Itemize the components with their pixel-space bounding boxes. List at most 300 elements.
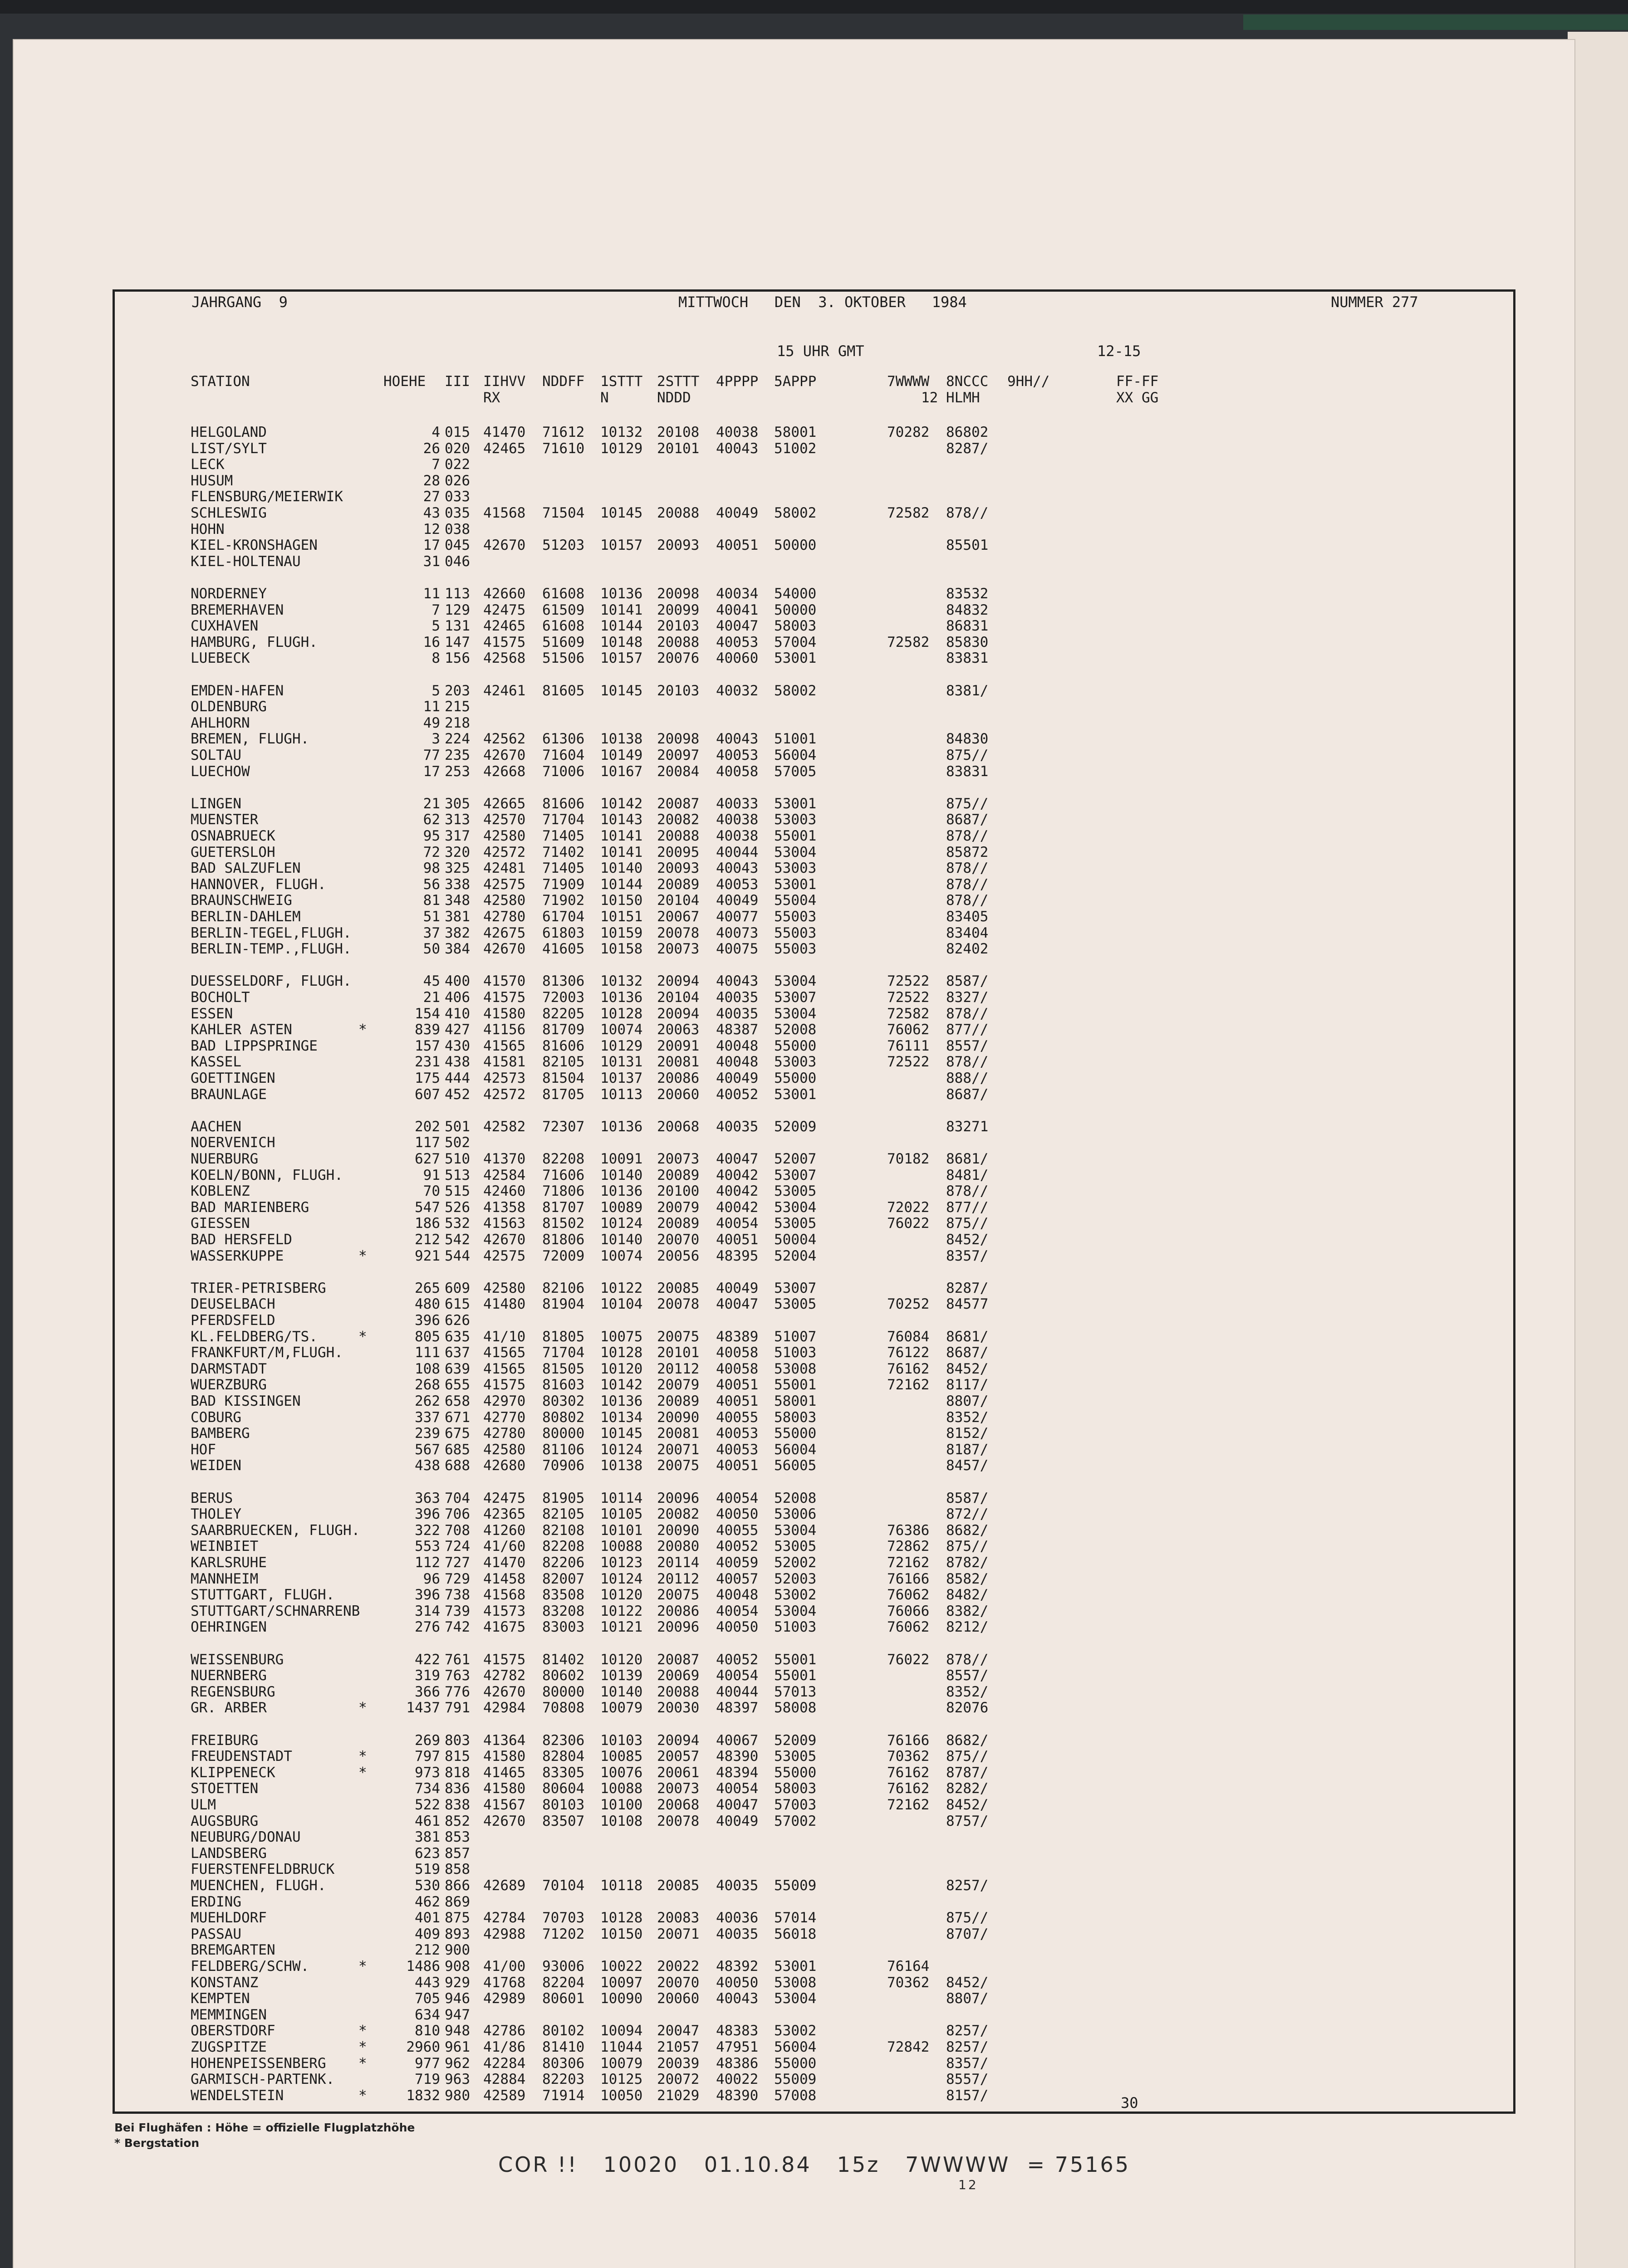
- station-name: DUESSELDORF, FLUGH.: [191, 973, 352, 990]
- nddff: 81106: [542, 1441, 585, 1458]
- 1sttt: 10145: [600, 682, 643, 699]
- station-id: 791: [445, 1700, 470, 1716]
- 7wwww: 76062: [887, 1587, 930, 1603]
- station-name: KASSEL: [191, 1054, 241, 1070]
- elevation: 21: [423, 989, 440, 1006]
- elevation: 175: [415, 1070, 440, 1086]
- iihvv: 42675: [483, 924, 526, 941]
- iihvv: 41568: [483, 505, 526, 521]
- 2sttt: 20071: [657, 1926, 700, 1942]
- 1sttt: 10121: [600, 1619, 643, 1636]
- elevation: 396: [415, 1587, 440, 1603]
- nddff: 80802: [542, 1409, 585, 1426]
- station-name: TRIER-PETRISBERG: [191, 1280, 326, 1296]
- elevation: 157: [415, 1037, 440, 1054]
- nddff: 71914: [542, 2087, 585, 2104]
- station-name: THOLEY: [191, 1506, 241, 1523]
- 1sttt: 10138: [600, 731, 643, 748]
- station-name: OEHRINGEN: [191, 1619, 267, 1636]
- elevation: 381: [415, 1829, 440, 1846]
- 5appp: 51002: [774, 440, 817, 457]
- 2sttt: 20078: [657, 1296, 700, 1313]
- 5appp: 52009: [774, 1732, 817, 1749]
- 2sttt: 20061: [657, 1764, 700, 1781]
- 2sttt: 20082: [657, 811, 700, 828]
- nddff: 70808: [542, 1700, 585, 1716]
- 8nccc: 8807/: [946, 1393, 989, 1409]
- 4pppp: 40049: [716, 892, 759, 909]
- station-name: ERDING: [191, 1893, 241, 1910]
- station-id: 635: [445, 1328, 470, 1345]
- station-id: 317: [445, 828, 470, 844]
- 4pppp: 40055: [716, 1409, 759, 1426]
- 8nccc: 878//: [946, 1651, 989, 1668]
- 1sttt: 10132: [600, 973, 643, 990]
- 5appp: 58003: [774, 618, 817, 635]
- 2sttt: 20022: [657, 1958, 700, 1975]
- 1sttt: 10120: [600, 1587, 643, 1603]
- 2sttt: 20108: [657, 424, 700, 440]
- station-name: GUETERSLOH: [191, 844, 275, 860]
- 4pppp: 40038: [716, 828, 759, 844]
- 5appp: 55001: [774, 1651, 817, 1668]
- nddff: 71704: [542, 811, 585, 828]
- elevation: 705: [415, 1990, 440, 2007]
- 4pppp: 40058: [716, 1360, 759, 1377]
- 4pppp: 40022: [716, 2071, 759, 2088]
- elevation: 28: [423, 472, 440, 489]
- 2sttt: 20096: [657, 1619, 700, 1636]
- elevation: 314: [415, 1603, 440, 1619]
- 2sttt: 20087: [657, 795, 700, 812]
- station-name: FUERSTENFELDBRUCK: [191, 1861, 335, 1878]
- 7wwww: 70182: [887, 1151, 930, 1167]
- iihvv: 42461: [483, 682, 526, 699]
- nddff: 82203: [542, 2071, 585, 2088]
- 5appp: 57005: [774, 763, 817, 780]
- 2sttt: 20088: [657, 505, 700, 521]
- nddff: 80102: [542, 2023, 585, 2039]
- nddff: 83208: [542, 1603, 585, 1619]
- 4pppp: 40051: [716, 537, 759, 554]
- 4pppp: 48397: [716, 1700, 759, 1716]
- 8nccc: 878//: [946, 892, 989, 909]
- 7wwww: 72162: [887, 1377, 930, 1393]
- elevation: 45: [423, 973, 440, 990]
- station-name: WENDELSTEIN: [191, 2087, 284, 2104]
- 5appp: 53004: [774, 844, 817, 860]
- col-9hh: 9HH//: [1007, 373, 1050, 390]
- 8nccc: 8681/: [946, 1151, 989, 1167]
- 5appp: 53005: [774, 1183, 817, 1200]
- station-id: 727: [445, 1554, 470, 1571]
- 5appp: 53005: [774, 1538, 817, 1555]
- 1sttt: 10103: [600, 1732, 643, 1749]
- 4pppp: 40053: [716, 634, 759, 650]
- 1sttt: 10022: [600, 1958, 643, 1975]
- 4pppp: 40067: [716, 1732, 759, 1749]
- 4pppp: 40042: [716, 1183, 759, 1200]
- 2sttt: 20073: [657, 941, 700, 958]
- 4pppp: 40052: [716, 1538, 759, 1555]
- 8nccc: 8707/: [946, 1926, 989, 1942]
- iihvv: 42988: [483, 1926, 526, 1942]
- 5appp: 52008: [774, 1022, 817, 1038]
- 2sttt: 20094: [657, 1005, 700, 1022]
- station-name: SOLTAU: [191, 747, 241, 763]
- station-id: 688: [445, 1457, 470, 1474]
- nddff: 81606: [542, 795, 585, 812]
- 1sttt: 10167: [600, 763, 643, 780]
- station-id: 542: [445, 1232, 470, 1248]
- 4pppp: 40042: [716, 1167, 759, 1183]
- 8nccc: 8807/: [946, 1990, 989, 2007]
- elevation: 186: [415, 1215, 440, 1232]
- iihvv: 41575: [483, 989, 526, 1006]
- 4pppp: 48386: [716, 2055, 759, 2072]
- station-name: LANDSBERG: [191, 1845, 267, 1862]
- 4pppp: 40044: [716, 1683, 759, 1700]
- 5appp: 51007: [774, 1328, 817, 1345]
- 1sttt: 10142: [600, 1377, 643, 1393]
- 1sttt: 10137: [600, 1070, 643, 1086]
- 1sttt: 10150: [600, 892, 643, 909]
- elevation: 212: [415, 1942, 440, 1959]
- 4pppp: 40043: [716, 440, 759, 457]
- 8nccc: 83831: [946, 650, 989, 667]
- iihvv: 41565: [483, 1344, 526, 1361]
- station-name: WEINBIET: [191, 1538, 259, 1555]
- col-ff: FF-FF: [1116, 373, 1159, 390]
- 4pppp: 48390: [716, 2087, 759, 2104]
- 1sttt: 10132: [600, 424, 643, 440]
- nddff: 61704: [542, 909, 585, 925]
- 8nccc: 877//: [946, 1199, 989, 1216]
- nddff: 81402: [542, 1651, 585, 1668]
- 8nccc: 878//: [946, 1054, 989, 1070]
- station-id: 866: [445, 1877, 470, 1894]
- station-id: 305: [445, 795, 470, 812]
- 8nccc: 8282/: [946, 1780, 989, 1797]
- 4pppp: 40035: [716, 1005, 759, 1022]
- elevation: 1832: [406, 2087, 440, 2104]
- 1sttt: 10140: [600, 1167, 643, 1183]
- 2sttt: 20093: [657, 860, 700, 877]
- 2sttt: 20098: [657, 586, 700, 602]
- 4pppp: 40033: [716, 795, 759, 812]
- iihvv: 41675: [483, 1619, 526, 1636]
- 5appp: 50000: [774, 601, 817, 618]
- 5appp: 53005: [774, 1748, 817, 1765]
- station-id: 427: [445, 1022, 470, 1038]
- nddff: 71909: [542, 876, 585, 893]
- 8nccc: 8557/: [946, 1037, 989, 1054]
- 5appp: 53001: [774, 795, 817, 812]
- station-name: BERUS: [191, 1490, 233, 1506]
- elevation: 480: [415, 1296, 440, 1313]
- iihvv: 41370: [483, 1151, 526, 1167]
- 5appp: 53002: [774, 1587, 817, 1603]
- 4pppp: 40049: [716, 1070, 759, 1086]
- 2sttt: 20081: [657, 1425, 700, 1442]
- iihvv: 41581: [483, 1054, 526, 1070]
- 2sttt: 20095: [657, 844, 700, 860]
- elevation: 91: [423, 1167, 440, 1183]
- station-name: LINGEN: [191, 795, 241, 812]
- nddff: 72003: [542, 989, 585, 1006]
- station-id: 313: [445, 811, 470, 828]
- elevation: 2960: [406, 2039, 440, 2055]
- nddff: 81505: [542, 1360, 585, 1377]
- handwritten-correction: COR !! 10020 01.10.84 15z 7WWWW = 75165: [498, 2152, 1131, 2177]
- 7wwww: 76084: [887, 1328, 930, 1345]
- col-iii: III: [445, 373, 470, 390]
- 8nccc: 85830: [946, 634, 989, 650]
- 7wwww: 72162: [887, 1797, 930, 1813]
- nddff: 82007: [542, 1570, 585, 1587]
- 5appp: 58008: [774, 1700, 817, 1716]
- iihvv: 42780: [483, 909, 526, 925]
- station-id: 513: [445, 1167, 470, 1183]
- nddff: 81705: [542, 1086, 585, 1103]
- col-hoehe: HOEHE: [383, 373, 426, 390]
- 8nccc: 878//: [946, 828, 989, 844]
- station-name: BAMBERG: [191, 1425, 250, 1442]
- 8nccc: 8582/: [946, 1570, 989, 1587]
- station-name: NUERBURG: [191, 1151, 259, 1167]
- station-id: 637: [445, 1344, 470, 1361]
- station-name: BRAUNLAGE: [191, 1086, 267, 1103]
- iihvv: 42770: [483, 1409, 526, 1426]
- 5appp: 56004: [774, 747, 817, 763]
- station-id: 438: [445, 1054, 470, 1070]
- elevation: 401: [415, 1910, 440, 1926]
- 2sttt: 20083: [657, 1910, 700, 1926]
- next-page-edge: [1568, 32, 1628, 2268]
- station-name: SCHLESWIG: [191, 505, 267, 521]
- 1sttt: 10114: [600, 1490, 643, 1506]
- 1sttt: 10075: [600, 1328, 643, 1345]
- nddff: 81904: [542, 1296, 585, 1313]
- iihvv: 42573: [483, 1070, 526, 1086]
- station-id: 893: [445, 1926, 470, 1942]
- station-name: NEUBURG/DONAU: [191, 1829, 301, 1846]
- 2sttt: 20069: [657, 1667, 700, 1684]
- station-id: 675: [445, 1425, 470, 1442]
- iihvv: 41580: [483, 1005, 526, 1022]
- station-name: HAMBURG, FLUGH.: [191, 634, 318, 650]
- col-iihvv: IIHVV: [483, 373, 526, 390]
- 2sttt: 20088: [657, 1683, 700, 1700]
- 8nccc: 8357/: [946, 1247, 989, 1264]
- 8nccc: 83271: [946, 1118, 989, 1135]
- 8nccc: 8452/: [946, 1797, 989, 1813]
- station-id: 325: [445, 860, 470, 877]
- 5appp: 53006: [774, 1506, 817, 1523]
- nddff: 82804: [542, 1748, 585, 1765]
- station-id: 929: [445, 1974, 470, 1991]
- station-name: FELDBERG/SCHW.: [191, 1958, 309, 1975]
- station-id: 763: [445, 1667, 470, 1684]
- elevation: 108: [415, 1360, 440, 1377]
- iihvv: 41565: [483, 1037, 526, 1054]
- 1sttt: 10131: [600, 1054, 643, 1070]
- 2sttt: 20101: [657, 440, 700, 457]
- 2sttt: 20030: [657, 1700, 700, 1716]
- nddff: 71402: [542, 844, 585, 860]
- elevation: 81: [423, 892, 440, 909]
- station-name: NUERNBERG: [191, 1667, 267, 1684]
- 4pppp: 48390: [716, 1748, 759, 1765]
- station-id: 615: [445, 1296, 470, 1313]
- 2sttt: 21057: [657, 2039, 700, 2055]
- mountain-marker: *: [358, 1022, 367, 1038]
- station-name: LIST/SYLT: [191, 440, 267, 457]
- station-id: 544: [445, 1247, 470, 1264]
- 5appp: 51001: [774, 731, 817, 748]
- 5appp: 56005: [774, 1457, 817, 1474]
- elevation: 719: [415, 2071, 440, 2088]
- nddff: 72009: [542, 1247, 585, 1264]
- nddff: 81606: [542, 1037, 585, 1054]
- 5appp: 53001: [774, 876, 817, 893]
- mountain-marker: *: [358, 2039, 367, 2055]
- nddff: 81502: [542, 1215, 585, 1232]
- station-name: CUXHAVEN: [191, 618, 259, 635]
- station-name: ZUGSPITZE: [191, 2039, 267, 2055]
- 8nccc: 85501: [946, 537, 989, 554]
- 8nccc: 8687/: [946, 811, 989, 828]
- iihvv: 42680: [483, 1457, 526, 1474]
- 8nccc: 8287/: [946, 440, 989, 457]
- 4pppp: 40050: [716, 1619, 759, 1636]
- elevation: 49: [423, 714, 440, 731]
- station-name: LECK: [191, 456, 225, 473]
- nddff: 71704: [542, 1344, 585, 1361]
- iihvv: 41260: [483, 1522, 526, 1539]
- 2sttt: 20085: [657, 1280, 700, 1296]
- 1sttt: 10118: [600, 1877, 643, 1894]
- station-id: 131: [445, 618, 470, 635]
- 4pppp: 40047: [716, 618, 759, 635]
- 2sttt: 20090: [657, 1409, 700, 1426]
- 5appp: 53004: [774, 1005, 817, 1022]
- 5appp: 50004: [774, 1232, 817, 1248]
- elevation: 634: [415, 2006, 440, 2023]
- 8nccc: 8587/: [946, 973, 989, 990]
- nddff: 93006: [542, 1958, 585, 1975]
- 8nccc: 878//: [946, 860, 989, 877]
- iihvv: 41458: [483, 1570, 526, 1587]
- 8nccc: 8117/: [946, 1377, 989, 1393]
- 8nccc: 8682/: [946, 1522, 989, 1539]
- station-name: MANNHEIM: [191, 1570, 259, 1587]
- 5appp: 54000: [774, 586, 817, 602]
- nddff: 70906: [542, 1457, 585, 1474]
- elevation: 154: [415, 1005, 440, 1022]
- station-id: 626: [445, 1312, 470, 1329]
- volume-label: JAHRGANG 9: [191, 293, 288, 311]
- station-name: FRANKFURT/M,FLUGH.: [191, 1344, 343, 1361]
- 8nccc: 8557/: [946, 1667, 989, 1684]
- 4pppp: 48383: [716, 2023, 759, 2039]
- station-name: AHLHORN: [191, 714, 250, 731]
- 8nccc: 878//: [946, 876, 989, 893]
- elevation: 268: [415, 1377, 440, 1393]
- 7wwww: 76062: [887, 1022, 930, 1038]
- station-name: BREMEN, FLUGH.: [191, 731, 309, 748]
- 7wwww: 76022: [887, 1651, 930, 1668]
- 5appp: 53008: [774, 1360, 817, 1377]
- station-name: BREMERHAVEN: [191, 601, 284, 618]
- elevation: 337: [415, 1409, 440, 1426]
- station-name: FREUDENSTADT: [191, 1748, 292, 1765]
- 1sttt: 10151: [600, 909, 643, 925]
- 2sttt: 20071: [657, 1441, 700, 1458]
- 4pppp: 40049: [716, 1813, 759, 1829]
- 8nccc: 8287/: [946, 1280, 989, 1296]
- station-id: 218: [445, 714, 470, 731]
- nddff: 70104: [542, 1877, 585, 1894]
- 7wwww: 76166: [887, 1570, 930, 1587]
- 4pppp: 40075: [716, 941, 759, 958]
- 5appp: 50000: [774, 537, 817, 554]
- 8nccc: 82076: [946, 1700, 989, 1716]
- iihvv: 42580: [483, 1441, 526, 1458]
- 1sttt: 10141: [600, 844, 643, 860]
- station-name: OLDENBURG: [191, 699, 267, 715]
- 8nccc: 878//: [946, 1005, 989, 1022]
- 1sttt: 10120: [600, 1360, 643, 1377]
- station-id: 685: [445, 1441, 470, 1458]
- 4pppp: 40048: [716, 1587, 759, 1603]
- 1sttt: 10105: [600, 1506, 643, 1523]
- iihvv: 41156: [483, 1022, 526, 1038]
- 7wwww: 76022: [887, 1215, 930, 1232]
- 1sttt: 10149: [600, 747, 643, 763]
- elevation: 977: [415, 2055, 440, 2072]
- footnote-mountain: * Bergstation: [114, 2136, 200, 2150]
- station-id: 815: [445, 1748, 470, 1765]
- last-ff-value: 30: [1121, 2094, 1138, 2112]
- 8nccc: 8682/: [946, 1732, 989, 1749]
- elevation: 839: [415, 1022, 440, 1038]
- elevation: 462: [415, 1893, 440, 1910]
- 8nccc: 84830: [946, 731, 989, 748]
- 2sttt: 20075: [657, 1587, 700, 1603]
- elevation: 56: [423, 876, 440, 893]
- 1sttt: 10088: [600, 1780, 643, 1797]
- iihvv: 41470: [483, 1554, 526, 1571]
- 4pppp: 40043: [716, 731, 759, 748]
- 1sttt: 10128: [600, 1344, 643, 1361]
- nddff: 61608: [542, 618, 585, 635]
- iihvv: 41567: [483, 1797, 526, 1813]
- 4pppp: 40054: [716, 1215, 759, 1232]
- col-n: N: [600, 390, 609, 406]
- 1sttt: 10140: [600, 1683, 643, 1700]
- station-id: 742: [445, 1619, 470, 1636]
- iihvv: 42580: [483, 1280, 526, 1296]
- 1sttt: 10128: [600, 1910, 643, 1926]
- station-name: HOHENPEISSENBERG: [191, 2055, 326, 2072]
- station-name: KONSTANZ: [191, 1974, 259, 1991]
- 1sttt: 10158: [600, 941, 643, 958]
- 1sttt: 10124: [600, 1570, 643, 1587]
- 2sttt: 20079: [657, 1199, 700, 1216]
- 1sttt: 10144: [600, 618, 643, 635]
- iihvv: 41768: [483, 1974, 526, 1991]
